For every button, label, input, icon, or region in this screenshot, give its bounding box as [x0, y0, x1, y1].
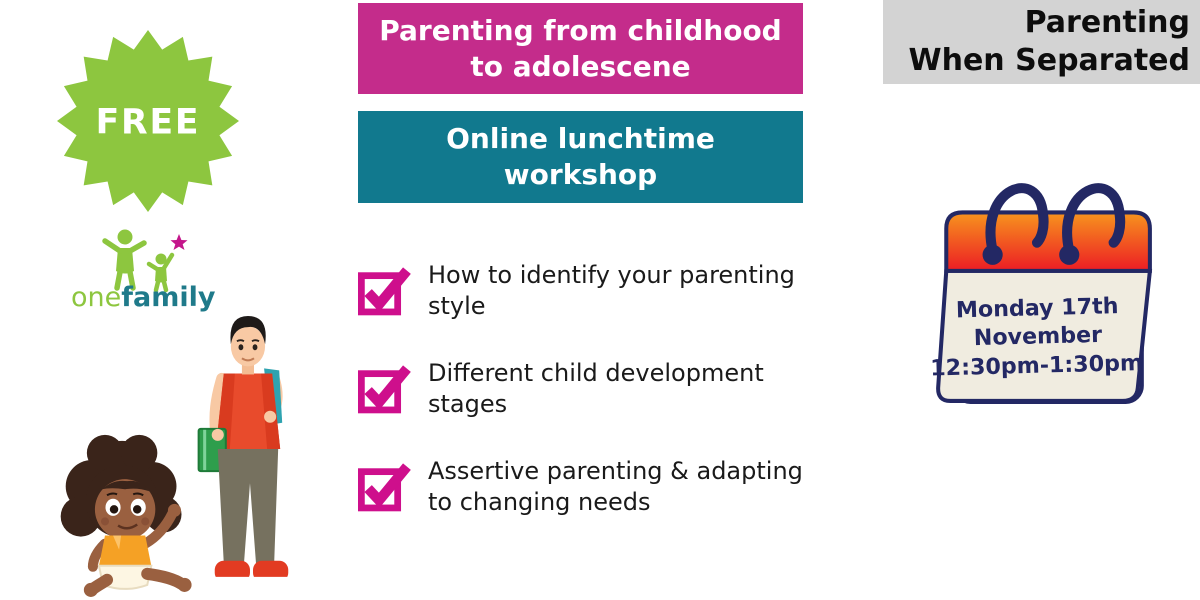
- teen-and-baby-illustration: [46, 310, 314, 600]
- logo-star-icon: [171, 234, 188, 250]
- man-figure: [199, 316, 292, 585]
- bullet-item: [358, 458, 818, 518]
- baby-top: [99, 536, 151, 566]
- bullet-item: [358, 262, 818, 322]
- logo-word-family: family: [121, 282, 216, 313]
- checkbox-icon: [358, 460, 412, 512]
- checkbox-icon: [358, 362, 412, 414]
- checkbox-icon: [358, 264, 412, 316]
- baby-figure: [61, 435, 192, 597]
- title-banner: [358, 3, 803, 94]
- bullet-text: How to identify your parenting style: [428, 261, 795, 320]
- logo-adult-figure: [105, 230, 144, 289]
- free-badge: [55, 30, 241, 212]
- man-shoes: [212, 561, 292, 585]
- bullet-text: Assertive parenting & adapting to changing needs: [428, 457, 803, 516]
- program-title-line1: Parenting: [1024, 5, 1190, 40]
- logo-word-one: one: [71, 282, 122, 313]
- free-badge-label: FREE: [95, 102, 201, 143]
- bullet-item: [358, 360, 818, 420]
- bullet-text: Different child development stages: [428, 359, 764, 418]
- man-pants: [218, 449, 278, 564]
- calendar-line1: Monday 17th: [955, 293, 1119, 324]
- program-box: [883, 0, 1200, 84]
- calendar-illustration: [922, 158, 1154, 410]
- subtitle-banner: [358, 111, 803, 203]
- onefamily-logo: [68, 226, 220, 314]
- calendar-line2: November: [973, 321, 1103, 352]
- bullet-list: [358, 262, 818, 518]
- calendar-line3: 12:30pm-1:30pm: [930, 349, 1144, 382]
- logo-wordmark: [71, 282, 216, 313]
- title-text: Parenting from childhood to adolescene: [379, 13, 782, 83]
- subtitle-text: Online lunchtime workshop: [446, 122, 715, 191]
- program-title-line2: When Separated: [908, 43, 1190, 78]
